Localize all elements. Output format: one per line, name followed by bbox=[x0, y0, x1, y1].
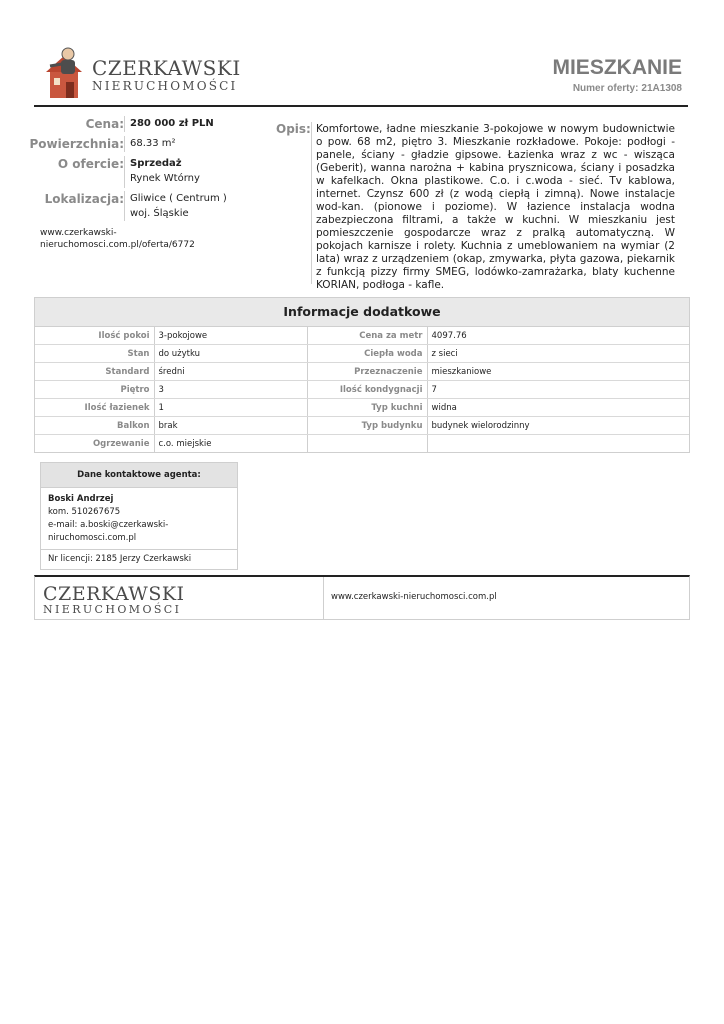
info-row bbox=[35, 399, 689, 417]
offer-number-value: 21A1308 bbox=[641, 83, 682, 94]
info-value: 7 bbox=[427, 381, 689, 399]
info-value: c.o. miejskie bbox=[154, 435, 307, 453]
info-value: do użytku bbox=[154, 345, 307, 363]
offer-url[interactable] bbox=[40, 227, 195, 251]
details-divider bbox=[124, 156, 125, 188]
info-key: Ciepła woda bbox=[307, 345, 427, 363]
info-key: Typ kuchni bbox=[307, 399, 427, 417]
info-value: brak bbox=[154, 417, 307, 435]
offer-number bbox=[570, 83, 682, 94]
info-key: Ilość łazienek bbox=[35, 399, 154, 417]
logo-name: CZERKAWSKI bbox=[92, 56, 241, 80]
info-key: Piętro bbox=[35, 381, 154, 399]
region-value: woj. Śląskie bbox=[130, 208, 189, 219]
info-value: średni bbox=[154, 363, 307, 381]
info-key: Balkon bbox=[35, 417, 154, 435]
info-value: 3-pokojowe bbox=[154, 327, 307, 345]
info-row bbox=[35, 435, 689, 453]
agent-email[interactable]: e-mail: a.boski@czerkawski- bbox=[48, 520, 169, 530]
footer-website-link[interactable]: www.czerkawski-nieruchomosci.com.pl bbox=[331, 592, 497, 602]
footer bbox=[34, 575, 690, 620]
info-value bbox=[427, 435, 689, 453]
logo-subtitle: NIERUCHOMOŚCI bbox=[92, 79, 238, 93]
info-key: Standard bbox=[35, 363, 154, 381]
offer-url-line: www.czerkawski- bbox=[40, 228, 117, 238]
offer-type-value: Sprzedaż bbox=[130, 158, 182, 169]
description-text: Komfortowe, ładne mieszkanie 3-pokojowe w nowym budownictwie o pow. 68 m2, piętro 3. Mieszkanie rozkładowe. Pokoje: podłogi - panele, ściany - gładzie gipsowe. Łazienka wraz z wc - wisząca (Geberit), wanna narożna + kabina prysznicowa, ściany i posadzka w kafelkach. Okna plastikowe. C.o. i c.woda - sieć. Tv kablowa, internet. Czynsz 600 zł (z wodą ciepłą i zimną). Nowe instalacje wod-kan. (pionowe i poziome). W łazience instalacja wodna zabezpieczona filtrami, a także w kuchni. W mieszkaniu jest pomieszczenie gospodarcze wraz z pralką automatyczną. W pokojach karnisze i rolety. Kuchnia z umeblowaniem na wymiar (2 lata) wraz z urządzeniem (okap, zmywarka, płyta gazowa, piekarnik z funkcją pizzy firmy SMEG, lodówko-zamrażarka, blaty kuchenne KORIAN, podłoga - kafle. bbox=[316, 123, 675, 291]
info-key: Cena za metr bbox=[307, 327, 427, 345]
price-value: 280 000 zł PLN bbox=[130, 118, 214, 129]
info-key: Przeznaczenie bbox=[307, 363, 427, 381]
agent-name: Boski Andrzej bbox=[48, 494, 114, 504]
info-key: Ilość pokoi bbox=[35, 327, 154, 345]
additional-info-title: Informacje dodatkowe bbox=[35, 298, 689, 327]
info-row bbox=[35, 363, 689, 381]
info-row bbox=[35, 381, 689, 399]
info-value: 1 bbox=[154, 399, 307, 417]
info-key: Ogrzewanie bbox=[35, 435, 154, 453]
agent-phone[interactable]: kom. 510267675 bbox=[48, 507, 121, 517]
agent-contact-title: Dane kontaktowe agenta: bbox=[41, 463, 237, 488]
location-label: Lokalizacja: bbox=[44, 192, 124, 206]
info-value: widna bbox=[427, 399, 689, 417]
info-value: z sieci bbox=[427, 345, 689, 363]
details-divider bbox=[124, 136, 125, 152]
agent-email-continued[interactable]: niruchomosci.com.pl bbox=[48, 533, 137, 543]
agent-contact-box bbox=[40, 462, 238, 570]
footer-logo-subtitle: NIERUCHOMOŚCI bbox=[43, 603, 182, 616]
description-label: Opis: bbox=[276, 122, 311, 136]
house-mascot-icon bbox=[42, 46, 88, 100]
document-type-title: MIESZKANIE bbox=[552, 56, 682, 79]
details-divider bbox=[124, 191, 125, 221]
city-value: Gliwice ( Centrum ) bbox=[130, 193, 227, 204]
area-value: 68.33 m² bbox=[130, 138, 176, 149]
offer-url-line: nieruchomosci.com.pl/oferta/6772 bbox=[40, 240, 195, 250]
info-key: Stan bbox=[35, 345, 154, 363]
offer-type-label: O ofercie: bbox=[57, 157, 124, 171]
offer-number-label: Numer oferty: bbox=[572, 83, 639, 94]
additional-info-table bbox=[34, 297, 690, 453]
company-logo bbox=[42, 46, 241, 100]
header-divider bbox=[34, 105, 688, 107]
agent-license: Nr licencji: 2185 Jerzy Czerkawski bbox=[48, 554, 192, 564]
info-key: Ilość kondygnacji bbox=[307, 381, 427, 399]
info-row bbox=[35, 417, 689, 435]
info-value: budynek wielorodzinny bbox=[427, 417, 689, 435]
info-value: 4097.76 bbox=[427, 327, 689, 345]
market-value: Rynek Wtórny bbox=[130, 173, 200, 184]
info-row bbox=[35, 327, 689, 345]
info-value: mieszkaniowe bbox=[427, 363, 689, 381]
details-divider bbox=[124, 116, 125, 132]
price-label: Cena: bbox=[85, 117, 124, 131]
footer-divider bbox=[323, 577, 324, 619]
description-divider bbox=[311, 122, 312, 284]
info-row bbox=[35, 345, 689, 363]
info-value: 3 bbox=[154, 381, 307, 399]
area-label: Powierzchnia: bbox=[29, 137, 124, 151]
info-key bbox=[307, 435, 427, 453]
footer-logo-name: CZERKAWSKI bbox=[43, 583, 185, 605]
info-key: Typ budynku bbox=[307, 417, 427, 435]
